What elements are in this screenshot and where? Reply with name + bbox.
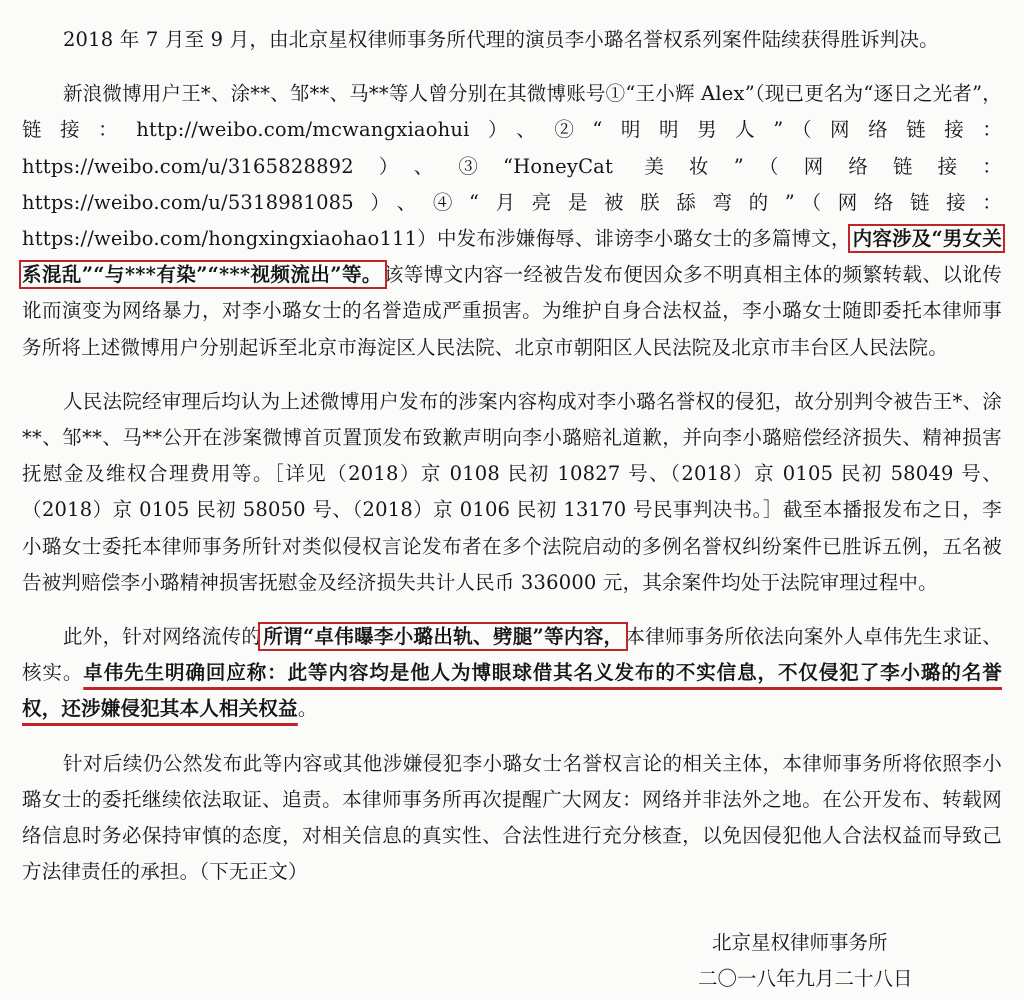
paragraph-intro: [22, 22, 1002, 58]
signature-firm: 北京星权律师事务所: [712, 931, 888, 954]
boxed-highlight-rumor: 所谓“卓伟曝李小璐出轨、劈腿”等内容，: [263, 625, 624, 649]
underlined-highlight-statement: 卓伟先生明确回应称：此等内容均是他人为博眼球借其名义发布的不实信息，不仅侵犯了李小璐的名誉权，还涉嫌侵犯其本人相关权益: [22, 661, 1002, 721]
paragraph-gap: [22, 601, 1002, 619]
paragraph-court-ruling: [22, 384, 1002, 601]
signature-block: [698, 925, 1012, 997]
paragraph-weibo-text: 新浪微博用户王*、涂**、邹**、马**等人曾分别在其微博账号①“王小辉 Alex”（现已更名为“逐日之光者”，链接：http://weibo.com/mcwangxiaohui）、②“明明男人”（网络链接：https://weibo.com/u/3165828892）、③“HoneyCat 美妆”（网络链接：https://weibo.com/u/5318981085）、④“月亮是被朕舔弯的”（网络链接：https://weibo.com/hongxingxiaohao111）中发布涉嫌侮辱、诽谤李小璐女士的多篇博文，: [22, 82, 1002, 251]
paragraph-zhuowei-text: 此外，针对网络流传的: [62, 625, 262, 649]
signature-date: 二〇一八年九月二十八日: [698, 967, 913, 990]
paragraph-weibo-text-continued: 该等博文内容一经被告发布便因众多不明真相主体的频繁转载、以讹传讹而演变为网络暴力，对李小璐女士的名誉造成严重损害。为维护自身合法权益，李小璐女士随即委托本律师事务所将上述微博用户分别起诉至北京市海淀区人民法院、北京市朝阳区人民法院及北京市丰台区人民法院。: [22, 263, 1002, 359]
paragraph-warning-text: 针对后续仍公然发布此等内容或其他涉嫌侵犯李小璐女士名誉权言论的相关主体，本律师事务所将依照李小璐女士的委托继续依法取证、追责。本律师事务所再次提醒广大网友：网络并非法外之地。在公开发布、转载网络信息时务必保持审慎的态度，对相关信息的真实性、合法性进行充分核查，以免因侵犯他人合法权益而导致己方法律责任的承担。（下无正文）: [22, 751, 1002, 884]
paragraph-zhuowei-text-continued: 本律师事务所依法向案外人卓伟先生求证、核实。: [22, 625, 1002, 685]
paragraph-gap: [22, 728, 1002, 746]
paragraph-gap: [22, 58, 1002, 76]
boxed-highlight-content: 内容涉及“男女关系混乱”“与***有染”“***视频流出”等。: [22, 227, 1002, 287]
paragraph-intro-text: 2018 年 7 月至 9 月，由北京星权律师事务所代理的演员李小璐名誉权系列案件陆续获得胜诉判决。: [62, 28, 939, 51]
paragraph-warning: [22, 746, 1002, 891]
paragraph-gap: [22, 366, 1002, 384]
paragraph-zhuowei-period: 。: [297, 697, 318, 721]
paragraph-court-text: 人民法院经审理后均认为上述微博用户发布的涉案内容构成对李小璐名誉权的侵犯，故分别判令被告王*、涂**、邹**、马**公开在涉案微博首页置顶发布致歉声明向李小璐赔礼道歉，并向李小璐赔偿经济损失、精神损害抚慰金及维权合理费用等。［详见（2018）京 0108 民初 10827 号、（2018）京 0105 民初 58049 号、（2018）京 0105 民初 58050 号、（2018）京 0106 民初 13170 号民事判决书。］截至本播报发布之日，李小璐女士委托本律师事务所针对类似侵权言论发布者在多个法院启动的多例名誉权纠纷案件已胜诉五例，五名被告被判赔偿李小璐精神损害抚慰金及经济损失共计人民币 336000 元，其余案件均处于法院审理过程中。: [22, 389, 1002, 594]
paragraph-zhuowei: [22, 619, 1002, 728]
paragraph-weibo-accounts: [22, 76, 1002, 366]
